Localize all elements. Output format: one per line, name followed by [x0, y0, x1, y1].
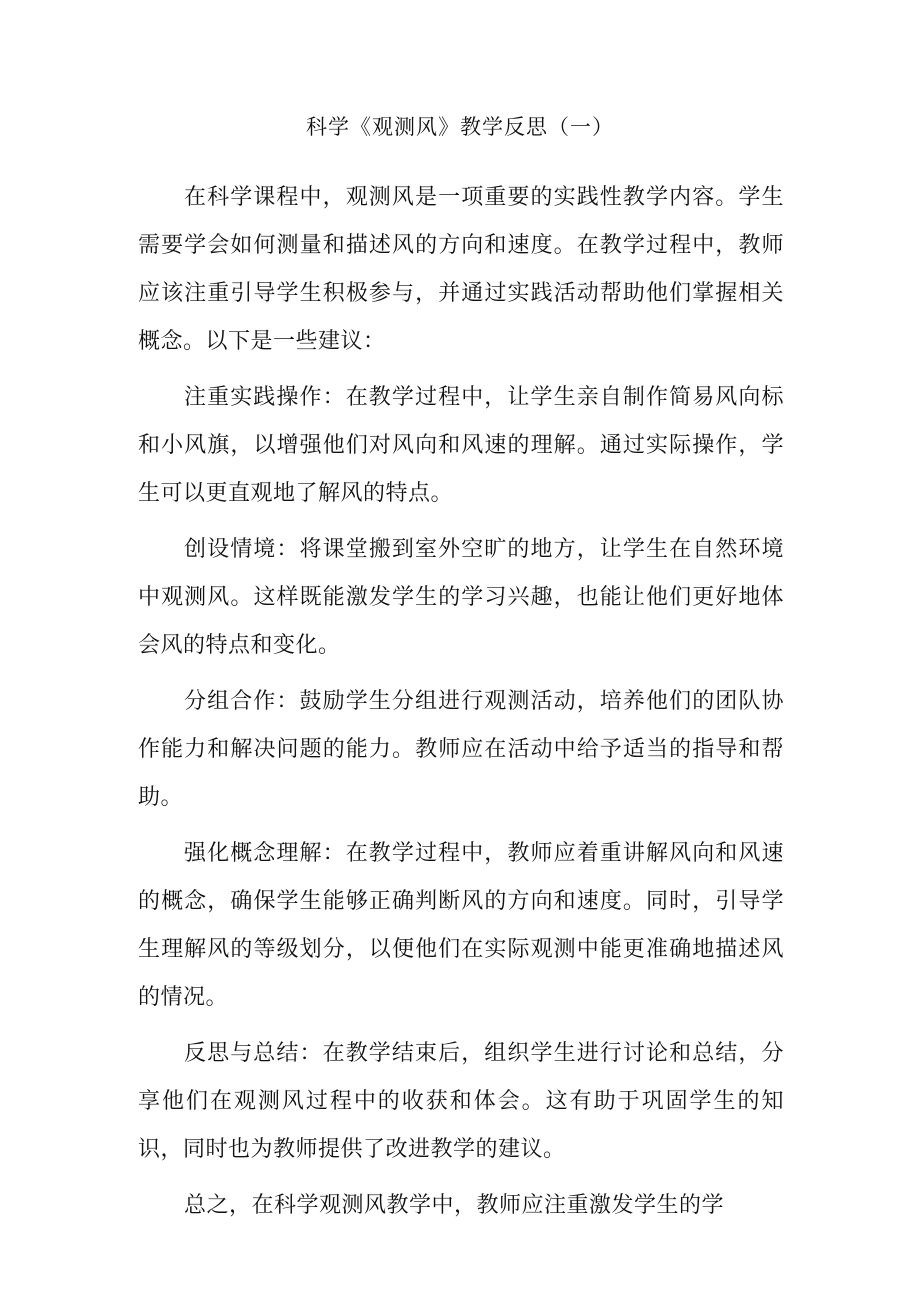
document-body: [138, 174, 784, 1230]
paragraph-group-work: 分组合作：鼓励学生分组进行观测活动，培养他们的团队协作能力和解决问题的能力。教师应在活动中给予适当的指导和帮助。: [138, 689, 784, 810]
paragraph-summary: 总之，在科学观测风教学中，教师应注重激发学生的学: [184, 1193, 725, 1218]
paragraph-practice: 注重实践操作：在教学过程中，让学生亲自制作简易风向标和小风旗，以增强他们对风向和风速的理解。通过实际操作，学生可以更直观地了解风的特点。: [138, 385, 784, 506]
paragraph-concepts: 强化概念理解：在教学过程中，教师应着重讲解风向和风速的概念，确保学生能够正确判断风的方向和速度。同时，引导学生理解风的等级划分，以便他们在实际观测中能更准确地描述风的情况。: [138, 841, 784, 1010]
paragraph-intro: 在科学课程中，观测风是一项重要的实践性教学内容。学生需要学会如何测量和描述风的方向和速度。在教学过程中，教师应该注重引导学生积极参与，并通过实践活动帮助他们掌握相关概念。以下是一些建议：: [138, 185, 784, 354]
paragraph-reflection: 反思与总结：在教学结束后，组织学生进行讨论和总结，分享他们在观测风过程中的收获和体会。这有助于巩固学生的知识，同时也为教师提供了改进教学的建议。: [138, 1041, 784, 1162]
document-title: 科学《观测风》教学反思（一）: [306, 115, 614, 139]
paragraph-situation: 创设情境：将课堂搬到室外空旷的地方，让学生在自然环境中观测风。这样既能激发学生的学习兴趣，也能让他们更好地体会风的特点和变化。: [138, 537, 784, 658]
